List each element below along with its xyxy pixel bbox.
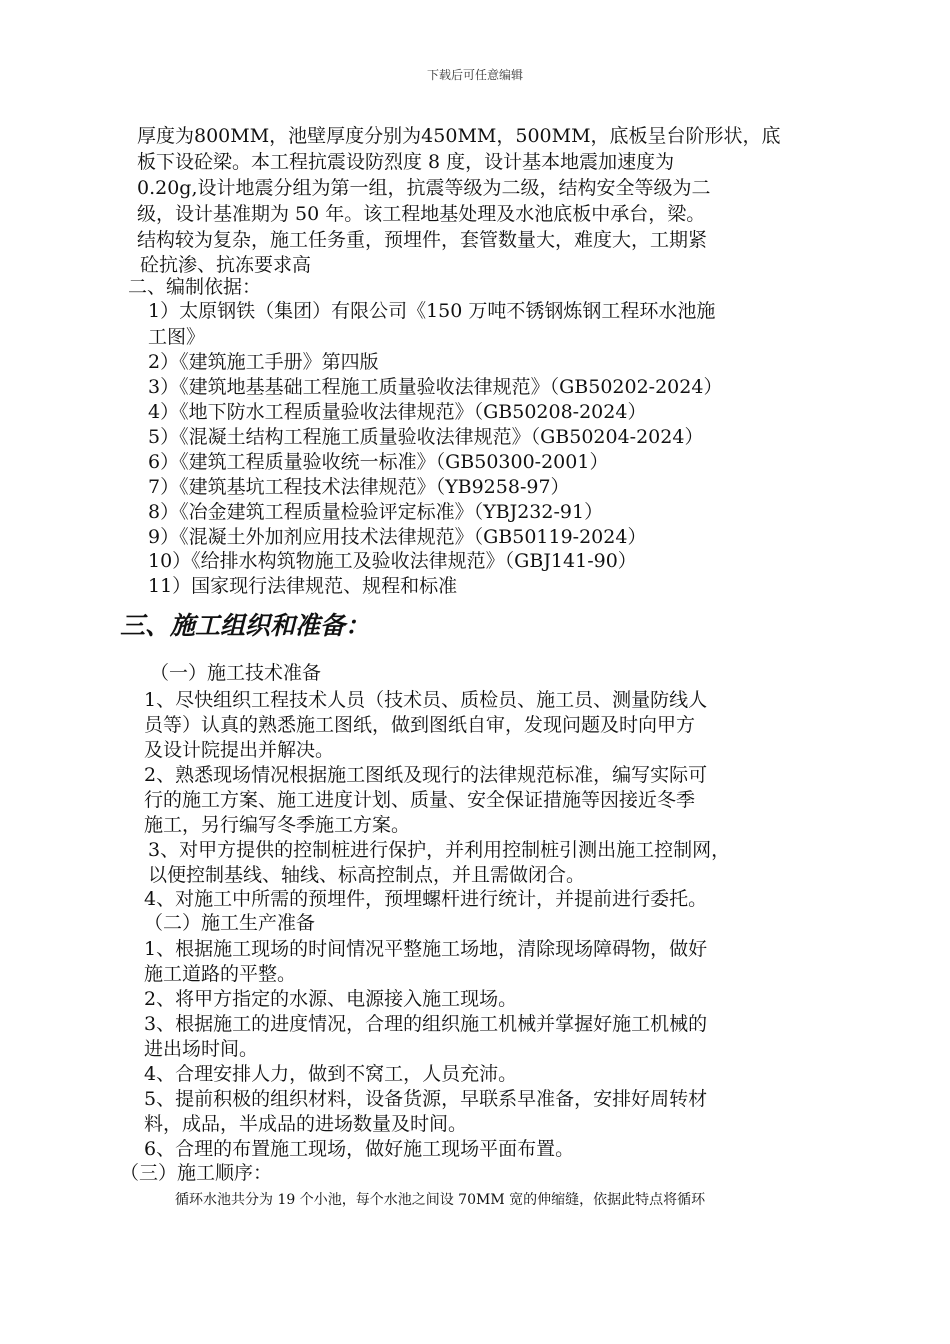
production-line: 施工道路的平整。 — [144, 963, 297, 985]
tech-line: 2、熟悉现场情况根据施工图纸及现行的法律规范标准，编写实际可 — [144, 764, 708, 786]
basis-item: 9）《混凝土外加剂应用技术法律规范》（GB50119-2024） — [148, 526, 647, 548]
production-line: 4、合理安排人力，做到不窝工，人员充沛。 — [144, 1063, 518, 1085]
intro-line: 结构较为复杂，施工任务重，预埋件，套管数量大，难度大，工期紧 — [137, 229, 708, 251]
subheading-tech: （一）施工技术准备 — [150, 662, 322, 684]
section-heading-organization: 三、施工组织和准备： — [120, 611, 371, 640]
basis-item: 11）国家现行法律规范、规程和标准 — [148, 575, 458, 597]
basis-item: 7）《建筑基坑工程技术法律规范》（YB9258-97） — [148, 476, 570, 498]
basis-item: 10）《给排水构筑物施工及验收法律规范》（GBJ141-90） — [148, 550, 637, 572]
production-line: 3、根据施工的进度情况，合理的组织施工机械并掌握好施工机械的 — [144, 1013, 708, 1035]
intro-line: 板下设砼梁。本工程抗震设防烈度 8 度，设计基本地震加速度为 — [137, 151, 675, 173]
basis-item: 1）太原钢铁（集团）有限公司《150 万吨不锈钢炼钢工程环水池施 — [148, 300, 716, 322]
tech-line: 行的施工方案、施工进度计划、质量、安全保证措施等因接近冬季 — [144, 789, 696, 811]
subheading-order: （三）施工顺序： — [120, 1162, 273, 1184]
section-heading-basis: 二、编制依据： — [128, 276, 262, 298]
tech-line: 1、尽快组织工程技术人员（技术员、质检员、施工员、测量防线人 — [144, 689, 708, 711]
basis-item: 4）《地下防水工程质量验收法律规范》（GB50208-2024） — [148, 401, 647, 423]
tech-line: 4、对施工中所需的预埋件，预埋螺杆进行统计，并提前进行委托。 — [144, 888, 708, 910]
page-header: 下载后可任意编辑 — [426, 68, 523, 82]
production-line: 进出场时间。 — [144, 1038, 259, 1060]
tech-line: 3、对甲方提供的控制桩进行保护，并利用控制桩引测出施工控制网， — [148, 839, 731, 861]
production-line: 6、合理的布置施工现场，做好施工现场平面布置。 — [144, 1138, 575, 1160]
production-line: 1、根据施工现场的时间情况平整施工场地，清除现场障碍物，做好 — [144, 938, 708, 960]
tech-line: 及设计院提出并解决。 — [144, 739, 335, 761]
intro-line: 砼抗渗、抗冻要求高 — [140, 254, 312, 276]
basis-item: 3）《建筑地基基础工程施工质量验收法律规范》（GB50202-2024） — [148, 376, 723, 398]
production-line: 5、提前积极的组织材料，设备货源，早联系早准备，安排好周转材 — [144, 1088, 708, 1110]
production-line: 料，成品，半成品的进场数量及时间。 — [144, 1113, 468, 1135]
order-paragraph: 循环水池共分为 19 个小池，每个水池之间设 70MM 宽的伸缩缝，依据此特点将循环 — [175, 1192, 706, 1208]
basis-item: 6）《建筑工程质量验收统一标准》（GB50300-2001） — [148, 451, 609, 473]
basis-item: 工图》 — [148, 326, 206, 348]
tech-line: 以便控制基线、轴线、标高控制点，并且需做闭合。 — [148, 864, 586, 886]
tech-line: 员等）认真的熟悉施工图纸，做到图纸自审，发现问题及时向甲方 — [144, 714, 696, 736]
subheading-production: （二）施工生产准备 — [144, 912, 316, 934]
tech-line: 施工，另行编写冬季施工方案。 — [144, 814, 411, 836]
basis-item: 5）《混凝土结构工程施工质量验收法律规范》（GB50204-2024） — [148, 426, 704, 448]
intro-line: 0.20g,设计地震分组为第一组，抗震等级为二级，结构安全等级为二 — [137, 177, 711, 199]
intro-line: 级，设计基准期为 50 年。该工程地基处理及水池底板中承台，梁。 — [137, 203, 706, 225]
basis-item: 8）《冶金建筑工程质量检验评定标准》（YBJ232-91） — [148, 501, 604, 523]
intro-line: 厚度为800MM，池壁厚度分别为450MM，500MM，底板呈台阶形状，底 — [137, 125, 781, 147]
basis-item: 2）《建筑施工手册》第四版 — [148, 351, 379, 373]
production-line: 2、将甲方指定的水源、电源接入施工现场。 — [144, 988, 518, 1010]
